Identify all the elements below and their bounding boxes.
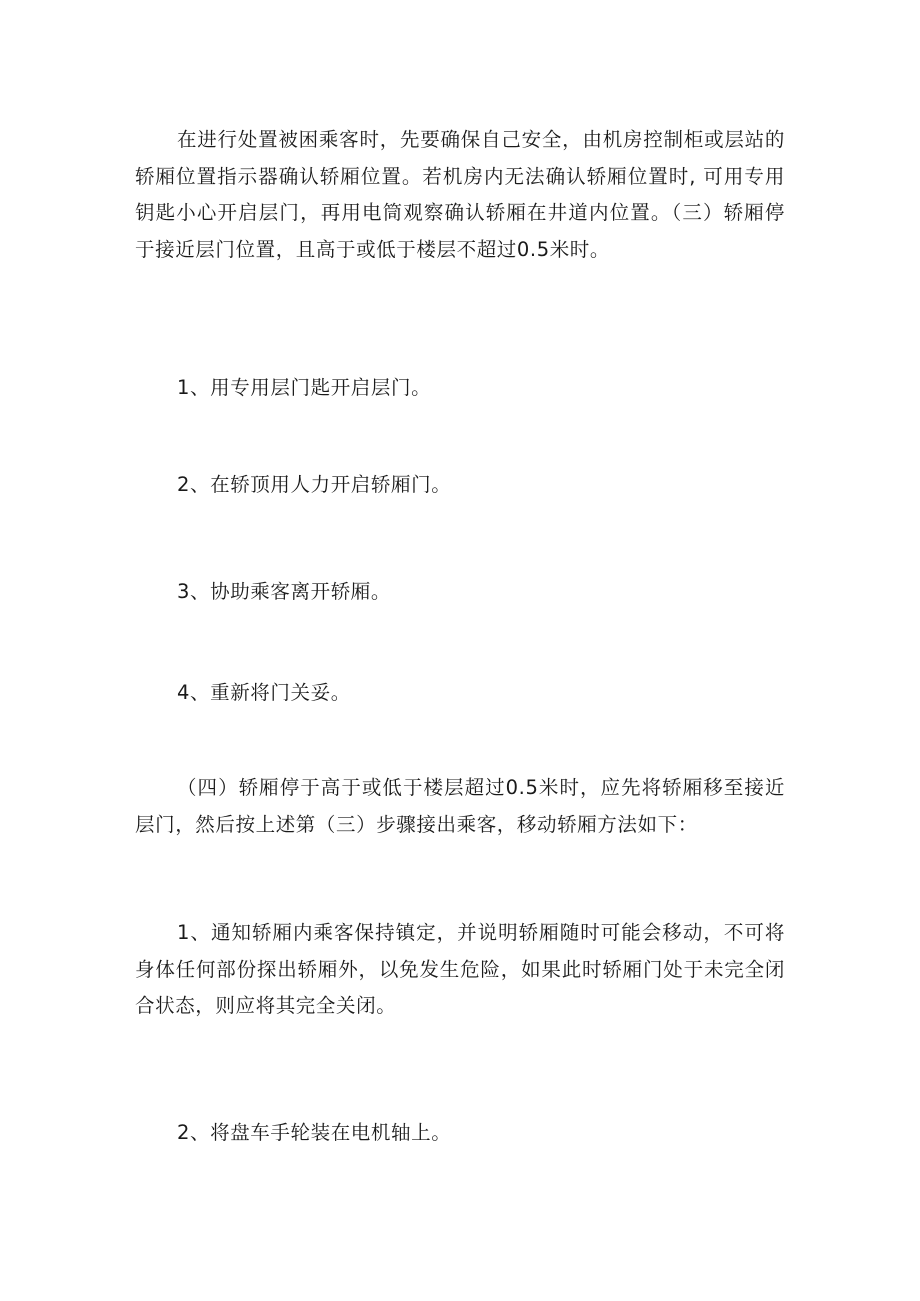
list-item: 2、在轿顶用人力开启轿厢门。: [177, 473, 452, 496]
list-item: 3、协助乘客离开轿厢。: [177, 580, 392, 603]
list-item: 4、重新将门关妥。: [177, 681, 351, 704]
paragraph-intro: 在进行处置被困乘客时，先要确保自己安全，由机房控制柜或层站的轿厢位置指示器确认轿厢位置。若机房内无法确认轿厢位置时, 可用专用钥匙小心开启层门，再用电筒观察确认轿厢在井道内位置。（三）轿厢停于接近层门位置，且高于或低于楼层不超过0.5米时。: [135, 128, 785, 261]
list-item: 2、将盘车手轮装在电机轴上。: [177, 1121, 452, 1144]
list-item: 1、通知轿厢内乘客保持镇定，并说明轿厢随时可能会移动，不可将身体任何部份探出轿厢外，以免发生危险，如果此时轿厢门处于未完全闭合状态，则应将其完全关闭。: [135, 921, 785, 1017]
list-item: 1、用专用层门匙开启层门。: [177, 376, 432, 399]
paragraph-section-four: （四）轿厢停于高于或低于楼层超过0.5米时，应先将轿厢移至接近层门，然后按上述第（三）步骤接出乘客，移动轿厢方法如下：: [135, 776, 785, 836]
